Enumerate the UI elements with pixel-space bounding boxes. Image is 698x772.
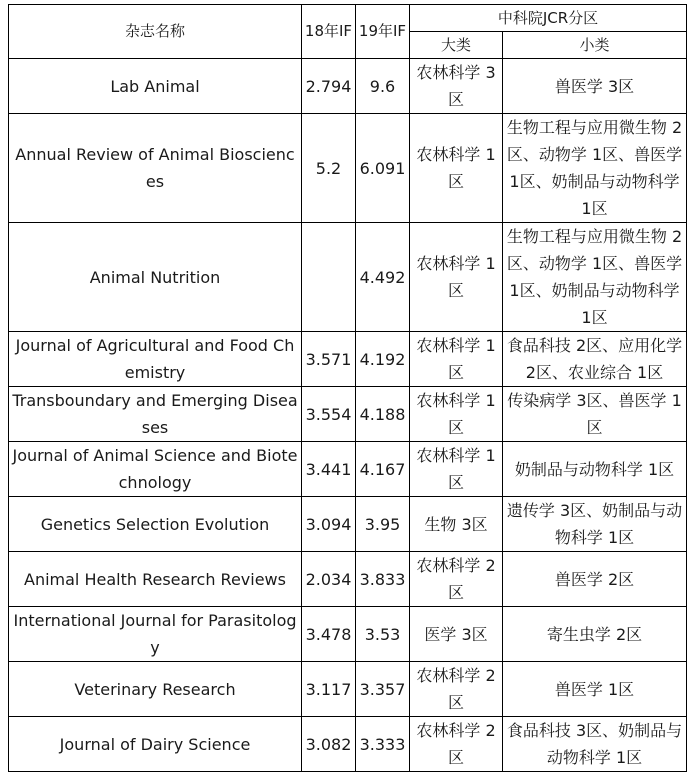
table-row	[9, 662, 687, 717]
if-2019-cell: 3.357	[356, 662, 410, 717]
journal-name-cell: Transboundary and Emerging Diseases	[9, 387, 302, 442]
journal-name-cell: Journal of Dairy Science	[9, 717, 302, 772]
if-2018-cell: 5.2	[302, 114, 356, 223]
if-2018-cell: 2.794	[302, 59, 356, 114]
if-2019-cell: 3.53	[356, 607, 410, 662]
minor-category-cell: 生物工程与应用微生物 2区、动物学 1区、兽医学 1区、奶制品与动物科学 1区	[503, 223, 687, 332]
minor-category-cell: 兽医学 1区	[503, 662, 687, 717]
table-row	[9, 552, 687, 607]
header-journal-name: 杂志名称	[9, 5, 302, 59]
if-2018-cell: 3.554	[302, 387, 356, 442]
table-row	[9, 114, 687, 223]
if-2019-cell: 4.167	[356, 442, 410, 497]
table-row	[9, 223, 687, 332]
major-category-cell: 医学 3区	[410, 607, 503, 662]
header-cas-jcr-zone: 中科院JCR分区	[410, 5, 687, 32]
table-row	[9, 387, 687, 442]
major-category-cell: 农林科学 1区	[410, 442, 503, 497]
journal-name-cell: Veterinary Research	[9, 662, 302, 717]
if-2019-cell: 3.333	[356, 717, 410, 772]
major-category-cell: 农林科学 1区	[410, 223, 503, 332]
minor-category-cell: 食品科技 3区、奶制品与动物科学 1区	[503, 717, 687, 772]
if-2018-cell: 3.571	[302, 332, 356, 387]
journal-name-cell: Journal of Agricultural and Food Chemistry	[9, 332, 302, 387]
table-row	[9, 497, 687, 552]
if-2019-cell: 3.95	[356, 497, 410, 552]
if-2018-cell: 3.082	[302, 717, 356, 772]
if-2019-cell: 9.6	[356, 59, 410, 114]
if-2018-cell: 3.117	[302, 662, 356, 717]
table-row	[9, 607, 687, 662]
minor-category-cell: 遗传学 3区、奶制品与动物科学 1区	[503, 497, 687, 552]
header-if-2018: 18年IF	[302, 5, 356, 59]
table-row	[9, 59, 687, 114]
minor-category-cell: 食品科技 2区、应用化学 2区、农业综合 1区	[503, 332, 687, 387]
if-2019-cell: 3.833	[356, 552, 410, 607]
journal-name-cell: Annual Review of Animal Biosciences	[9, 114, 302, 223]
major-category-cell: 农林科学 2区	[410, 552, 503, 607]
if-2019-cell: 4.192	[356, 332, 410, 387]
minor-category-cell: 兽医学 3区	[503, 59, 687, 114]
if-2018-cell: 3.441	[302, 442, 356, 497]
journal-name-cell: Animal Health Research Reviews	[9, 552, 302, 607]
if-2018-cell	[302, 223, 356, 332]
minor-category-cell: 奶制品与动物科学 1区	[503, 442, 687, 497]
if-2019-cell: 4.492	[356, 223, 410, 332]
table-row	[9, 717, 687, 772]
journal-name-cell: Journal of Animal Science and Biotechnology	[9, 442, 302, 497]
major-category-cell: 农林科学 1区	[410, 387, 503, 442]
journal-name-cell: Genetics Selection Evolution	[9, 497, 302, 552]
major-category-cell: 农林科学 3区	[410, 59, 503, 114]
journal-name-cell: Lab Animal	[9, 59, 302, 114]
table-row	[9, 442, 687, 497]
major-category-cell: 农林科学 2区	[410, 717, 503, 772]
major-category-cell: 农林科学 1区	[410, 114, 503, 223]
if-2018-cell: 3.478	[302, 607, 356, 662]
header-if-2019: 19年IF	[356, 5, 410, 59]
if-2019-cell: 6.091	[356, 114, 410, 223]
major-category-cell: 农林科学 1区	[410, 332, 503, 387]
table-row	[9, 332, 687, 387]
if-2018-cell: 3.094	[302, 497, 356, 552]
minor-category-cell: 生物工程与应用微生物 2区、动物学 1区、兽医学 1区、奶制品与动物科学 1区	[503, 114, 687, 223]
minor-category-cell: 寄生虫学 2区	[503, 607, 687, 662]
journal-name-cell: International Journal for Parasitology	[9, 607, 302, 662]
major-category-cell: 农林科学 2区	[410, 662, 503, 717]
journal-impact-table	[8, 4, 687, 772]
header-major-category: 大类	[410, 32, 503, 59]
header-minor-category: 小类	[503, 32, 687, 59]
major-category-cell: 生物 3区	[410, 497, 503, 552]
if-2019-cell: 4.188	[356, 387, 410, 442]
minor-category-cell: 传染病学 3区、兽医学 1区	[503, 387, 687, 442]
journal-name-cell: Animal Nutrition	[9, 223, 302, 332]
minor-category-cell: 兽医学 2区	[503, 552, 687, 607]
if-2018-cell: 2.034	[302, 552, 356, 607]
